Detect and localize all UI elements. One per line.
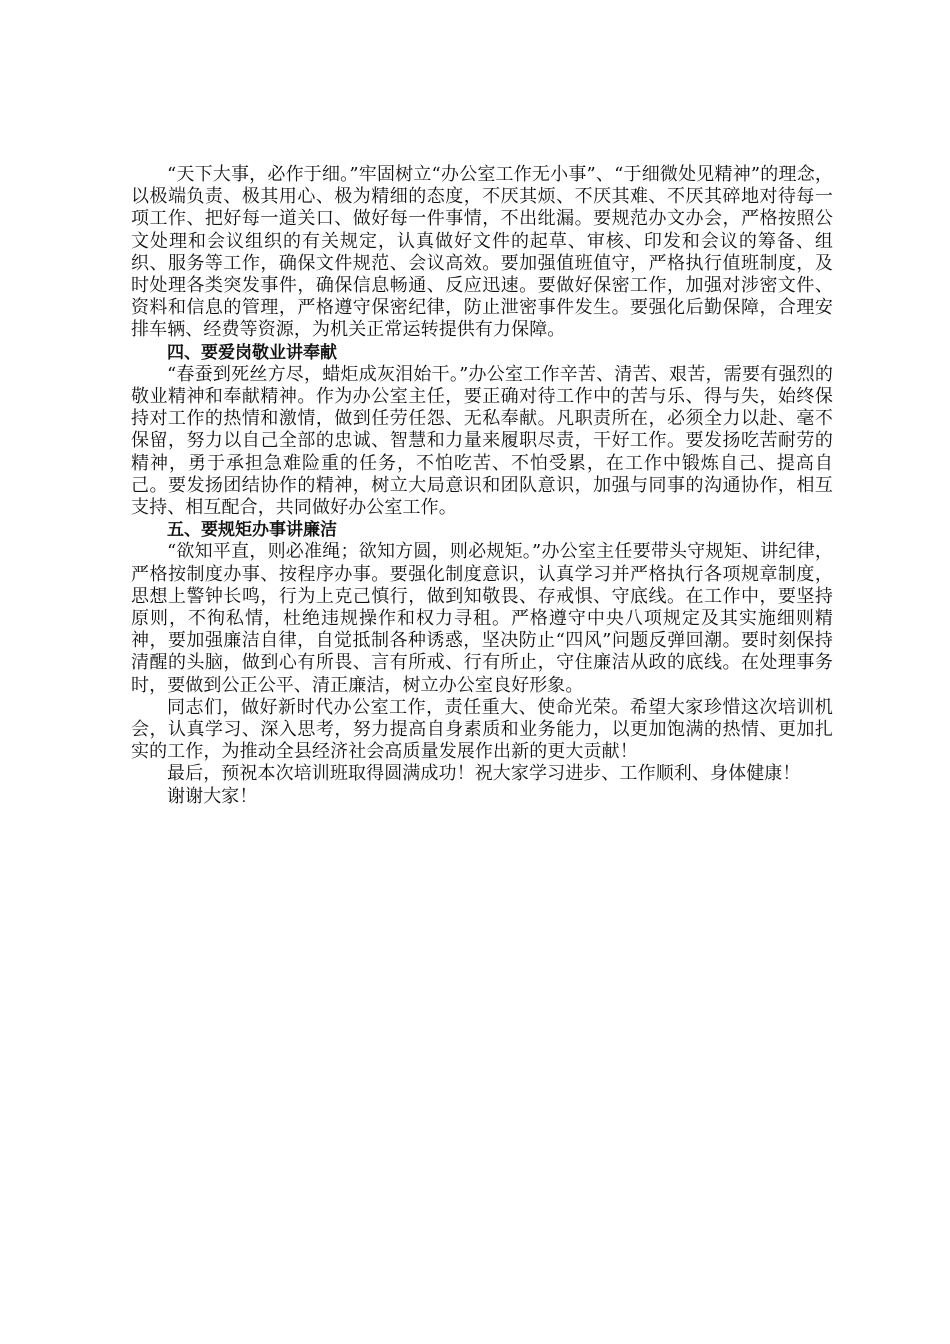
paragraph-wishes: 最后，预祝本次培训班取得圆满成功！祝大家学习进步、工作顺利、身体健康！ <box>167 763 801 785</box>
document-body <box>131 164 833 808</box>
paragraph-dedication: “春蚕到死丝方尽，蜡炬成灰泪始干。”办公室工作辛苦、清苦、艰苦，需要有强烈的敬业精神和奉献精神。作为办公室主任，要正确对待工作中的苦与乐、得与失，始终保持对工作的热情和激情，做到任劳任怨、无私奉献。凡职责所在，必须全力以赴、毫不保留，努力以自己全部的忠诚、智慧和力量来履职尽责，干好工作。要发扬吃苦耐劳的精神，勇于承担急难险重的任务，不怕吃苦、不怕受累，在工作中锻炼自己、提高自己。要发扬团结协作的精神，树立大局意识和团队意识，加强与同事的沟通协作，相互支持、相互配合，共同做好办公室工作。 <box>131 363 833 519</box>
section-heading-integrity: 五、要规矩办事讲廉洁 <box>167 520 337 541</box>
paragraph-attention-to-detail: “天下大事，必作于细。”牢固树立“办公室工作无小事”、“于细微处见精神”的理念，以极端负责、极其用心、极为精细的态度，不厌其烦、不厌其难、不厌其碎地对待每一项工作、把好每一道关口、做好每一件事情，不出纰漏。要规范办文办会，严格按照公文处理和会议组织的有关规定，认真做好文件的起草、审核、印发和会议的筹备、组织、服务等工作，确保文件规范、会议高效。要加强值班值守，严格执行值班制度，及时处理各类突发事件，确保信息畅通、反应迅速。要做好保密工作，加强对涉密文件、资料和信息的管理，严格遵守保密纪律，防止泄密事件发生。要强化后勤保障，合理安排车辆、经费等资源，为机关正常运转提供有力保障。 <box>131 164 833 341</box>
paragraph-closing-remarks: 同志们，做好新时代办公室工作，责任重大、使命光荣。希望大家珍惜这次培训机会，认真学习、深入思考，努力提高自身素质和业务能力，以更加饱满的热情、更加扎实的工作，为推动全县经济社会高质量发展作出新的更大贡献！ <box>131 696 833 763</box>
paragraph-thanks: 谢谢大家！ <box>167 785 258 807</box>
section-heading-dedication: 四、要爱岗敬业讲奉献 <box>167 342 337 363</box>
paragraph-integrity: “欲知平直，则必准绳；欲知方圆，则必规矩。”办公室主任要带头守规矩、讲纪律，严格按制度办事、按程序办事。要强化制度意识，认真学习并严格执行各项规章制度，思想上警钟长鸣，行为上克己慎行，做到知敬畏、存戒惧、守底线。在工作中，要坚持原则，不徇私情，杜绝违规操作和权力寻租。严格遵守中央八项规定及其实施细则精神，要加强廉洁自律，自觉抵制各种诱惑，坚决防止“四风”问题反弹回潮。要时刻保持清醒的头脑，做到心有所畏、言有所戒、行有所止，守住廉洁从政的底线。在处理事务时，要做到公正公平、清正廉洁，树立办公室良好形象。 <box>131 541 833 696</box>
